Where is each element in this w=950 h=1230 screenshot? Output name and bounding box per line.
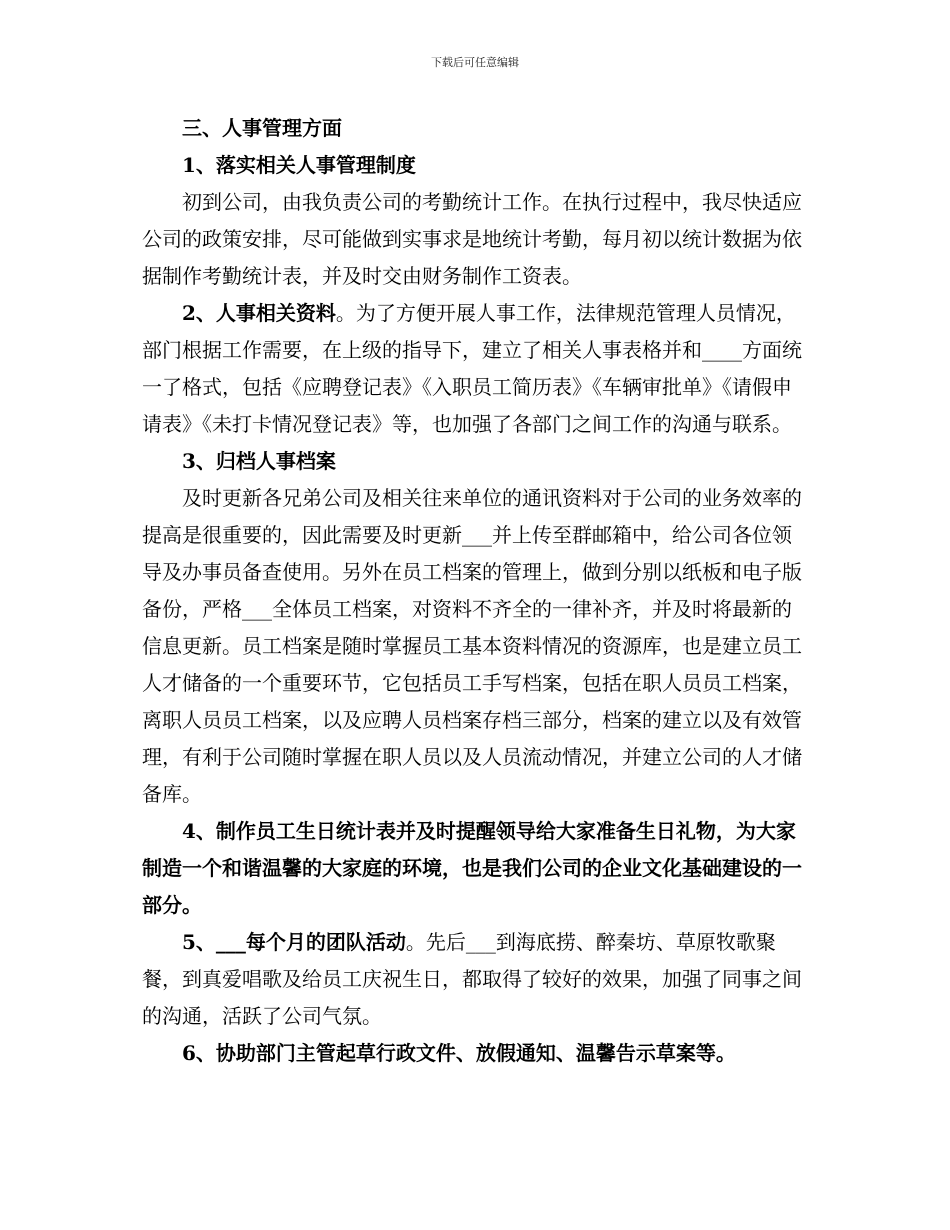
item5-paragraph (142, 924, 810, 1035)
item2-paragraph (142, 295, 810, 443)
item5-body: 。先后___到海底捞、醉秦坊、草原牧歌聚餐，到真爱唱歌及给员工庆祝生日，都取得了较好的效果，加强了同事之间的沟通，活跃了公司气氛。 (142, 930, 802, 1028)
document-body (142, 110, 810, 1072)
item1-heading: 1、落实相关人事管理制度 (182, 153, 416, 177)
item6-paragraph: 6、协助部门主管起草行政文件、放假通知、温馨告示草案等。 (182, 1041, 736, 1065)
item3-body: 及时更新各兄弟公司及相关往来单位的通讯资料对于公司的业务效率的提高是很重要的，因此需要及时更新___并上传至群邮箱中，给公司各位领导及办事员备查使用。另外在员工档案的管理上，做到分别以纸板和电子版备份，严格___全体员工档案，对资料不齐全的一律补齐，并及时将最新的信息更新。员工档案是随时掌握员工基本资料情况的资源库，也是建立员工人才储备的一个重要环节，它包括员工手写档案，包括在职人员员工档案，离职人员员工档案，以及应聘人员档案存档三部分，档案的建立以及有效管理，有利于公司随时掌握在职人员以及人员流动情况，并建立公司的人才储备库。 (142, 486, 802, 806)
item5-heading: 5、___每个月的团队活动 (182, 930, 406, 954)
item3-heading: 3、归档人事档案 (182, 449, 336, 473)
page-header: 下载后可任意编辑 (431, 56, 519, 69)
item2-body: 。为了方便开展人事工作，法律规范管理人员情况，部门根据工作需要，在上级的指导下，建立了相关人事表格并和____方面统一了格式，包括《应聘登记表》《入职员工简历表》《车辆审批单》《请假申请表》《未打卡情况登记表》等，也加强了各部门之间工作的沟通与联系。 (142, 301, 802, 436)
section-title: 三、人事管理方面 (182, 116, 342, 140)
item4-paragraph: 4、制作员工生日统计表并及时提醒领导给大家准备生日礼物，为大家制造一个和谐温馨的大家庭的环境，也是我们公司的企业文化基础建设的一部分。 (142, 819, 802, 917)
item1-body: 初到公司，由我负责公司的考勤统计工作。在执行过程中，我尽快适应公司的政策安排，尽可能做到实事求是地统计考勤，每月初以统计数据为依据制作考勤统计表，并及时交由财务制作工资表。 (142, 190, 802, 288)
item2-heading: 2、人事相关资料 (182, 301, 336, 325)
